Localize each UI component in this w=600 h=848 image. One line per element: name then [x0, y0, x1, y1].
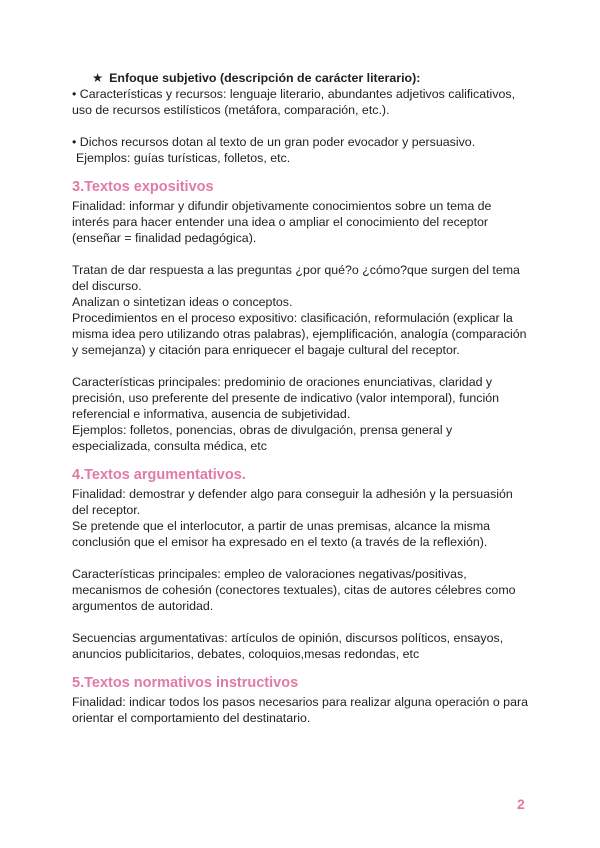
- paragraph: Características principales: predominio de oraciones enunciativas, claridad y precisión, uso preferente del presente de indicativo (valor intemporal), función referencial e informativa, ausencia de subjetividad.: [72, 375, 500, 421]
- section-title-argumentativos: 4.Textos argumentativos.: [72, 467, 246, 483]
- paragraph: Tratan de dar respuesta a las preguntas ¿por qué?o ¿cómo?que surgen del tema del discurso.: [72, 263, 520, 293]
- intro-paragraph: • Características y recursos: lenguaje literario, abundantes adjetivos calificativos, uso de recursos estilísticos (metáfora, comparación, etc.).: [72, 87, 516, 117]
- paragraph: Finalidad: demostrar y defender algo para conseguir la adhesión y la persuasión del receptor.: [72, 487, 513, 517]
- paragraph: Secuencias argumentativas: artículos de opinión, discursos políticos, ensayos, anuncios publicitarios, debates, coloquios,mesas redondas, etc: [72, 631, 504, 661]
- paragraph: Finalidad: indicar todos los pasos necesarios para realizar alguna operación o para orientar el comportamiento del destinatario.: [72, 695, 528, 725]
- page-number: 2: [517, 796, 525, 812]
- intro-paragraph: Ejemplos: guías turísticas, folletos, etc.: [76, 151, 291, 165]
- intro-paragraph: • Dichos recursos dotan al texto de un gran poder evocador y persuasivo.: [72, 135, 476, 149]
- intro-heading: Enfoque subjetivo (descripción de carácter literario):: [109, 71, 421, 85]
- intro-heading-line: [92, 70, 532, 86]
- page-content: [72, 70, 532, 726]
- paragraph: Analizan o sintetizan ideas o conceptos.: [72, 295, 293, 309]
- paragraph: Finalidad: informar y difundir objetivamente conocimientos sobre un tema de interés para hacer entender una idea o ampliar el conocimiento del receptor (enseñar = finalidad pedagógica).: [72, 199, 492, 245]
- star-icon: ★: [92, 71, 104, 85]
- paragraph: Procedimientos en el proceso expositivo: clasificación, reformulación (explicar la misma idea pero utilizando otras palabras), ejemplificación, analogía (comparación y semejanza) y citación para enriquecer el bagaje cultural del receptor.: [72, 311, 527, 357]
- paragraph: Ejemplos: folletos, ponencias, obras de divulgación, prensa general y especializada, consulta médica, etc: [72, 423, 453, 453]
- paragraph: Características principales: empleo de valoraciones negativas/positivas, mecanismos de cohesión (conectores textuales), citas de autores célebres como argumentos de autoridad.: [72, 567, 516, 613]
- paragraph: Se pretende que el interlocutor, a partir de unas premisas, alcance la misma conclusión que el emisor ha expresado en el texto (a través de la reflexión).: [72, 519, 491, 549]
- section-title-expositivos: 3.Textos expositivos: [72, 179, 214, 195]
- section-title-normativos: 5.Textos normativos instructivos: [72, 675, 299, 691]
